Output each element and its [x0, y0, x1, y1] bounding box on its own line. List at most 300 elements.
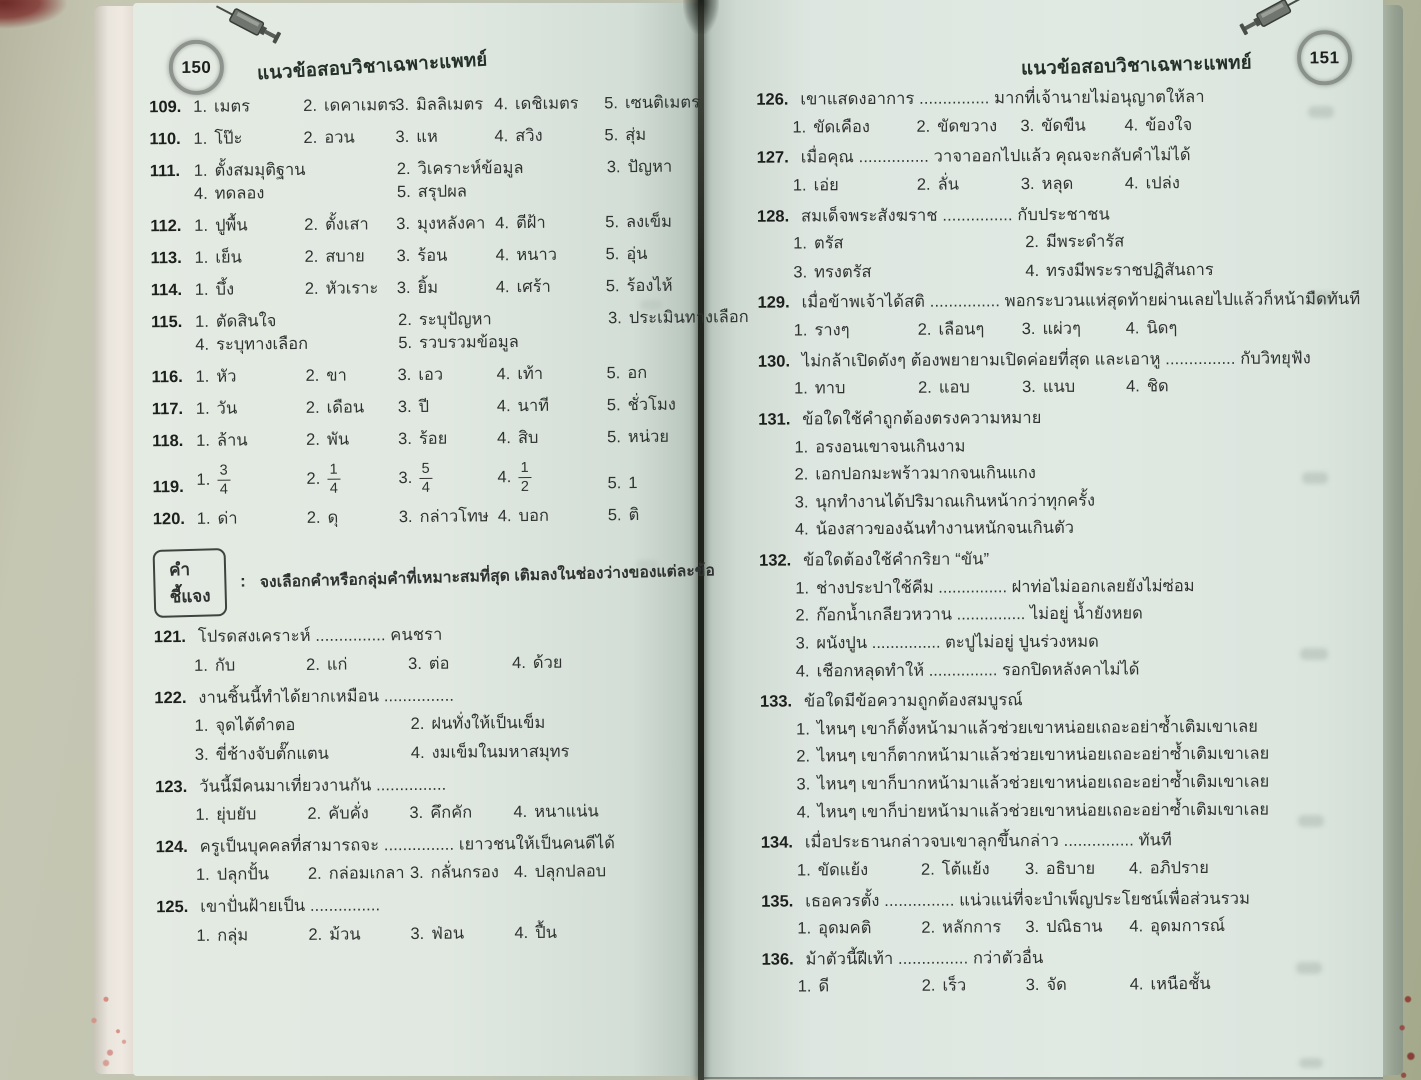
options	[194, 652, 690, 677]
option-number: 2.	[398, 310, 412, 329]
fraction	[419, 461, 432, 495]
question-block	[761, 946, 1367, 998]
option: 4. หนาแน่น	[513, 802, 599, 822]
option: 3. จัด	[1025, 976, 1067, 995]
question-number: 124.	[155, 837, 188, 857]
option: 3. ขัดขืน	[1020, 116, 1086, 135]
question-text: ม้าตัวนี้ฝีเท้า ............... กว่าตัวอื่น	[805, 948, 1044, 969]
fraction-numerator: 1	[520, 459, 529, 476]
right-page-edges	[1383, 5, 1403, 1075]
option-number: 4.	[513, 803, 528, 822]
option: 1. วัน	[195, 399, 238, 418]
question-number: 125.	[156, 898, 189, 917]
option-number: 2.	[305, 366, 320, 386]
option-number: 5.	[607, 505, 622, 524]
option-number: 1.	[196, 470, 211, 489]
question-text: ข้อใดมีข้อความถูกต้องสมบูรณ์	[803, 691, 1023, 711]
option: 2. ไหนๆ เขาก็ตากหน้ามาแล้วช่วยเขาหน่อยเถอะอย่าซ้ำเติมเขาเลย	[796, 744, 1270, 766]
question-number: 111.	[149, 161, 181, 180]
option-number: 4.	[1124, 116, 1139, 135]
option-number: 3.	[1025, 918, 1040, 937]
option: 2. ฝนทั่งให้เป็นเข็ม	[410, 714, 546, 734]
option	[497, 460, 607, 495]
option-number: 3.	[794, 493, 809, 512]
option-number: 2.	[308, 925, 323, 944]
question-block	[758, 406, 1365, 541]
option-number: 4.	[497, 428, 511, 448]
question-stem	[757, 289, 1363, 313]
option: 5. ติ	[607, 505, 640, 524]
option: 4. งมเข็มในมหาสมุทร	[410, 742, 570, 762]
question-number: 121.	[153, 628, 187, 647]
option-number: 3.	[1020, 116, 1035, 135]
option-number: 1.	[797, 919, 812, 938]
options	[796, 716, 1367, 823]
question-number: 123.	[155, 777, 188, 796]
question-number: 132.	[759, 551, 792, 570]
option-number: 2.	[795, 606, 810, 625]
option	[306, 462, 398, 497]
option: 4. นาที	[496, 396, 550, 416]
option: 3. แนบ	[1022, 378, 1076, 397]
option-number: 3.	[793, 263, 808, 282]
option-number: 2.	[796, 747, 811, 766]
option-number: 1.	[195, 866, 210, 885]
option-number: 1.	[195, 805, 210, 825]
right-page-content	[700, 4, 1383, 1076]
option: 3. คึกคัก	[409, 803, 473, 823]
instruction-colon: :	[239, 571, 247, 592]
question-row	[151, 307, 749, 332]
options	[793, 230, 1363, 283]
option-number: 4.	[495, 277, 510, 297]
question-number: 126.	[756, 90, 789, 109]
option-number: 1.	[796, 720, 810, 739]
option-number: 4.	[1124, 174, 1139, 193]
question-block	[155, 772, 691, 826]
option: 4. อุดมการณ์	[1129, 917, 1226, 936]
option-number: 5.	[605, 213, 620, 232]
left-page-content	[128, 6, 749, 1071]
question-block	[761, 829, 1367, 881]
option-number: 2.	[303, 96, 318, 115]
option-number: 5.	[604, 94, 619, 113]
option-number: 2.	[305, 398, 320, 417]
option	[398, 461, 497, 496]
option: 4. สวิง	[494, 126, 543, 146]
option: 3. แห	[395, 127, 438, 146]
question-stem	[760, 688, 1366, 712]
option: 4. ทรงมีพระราชปฏิสันถาร	[1025, 260, 1214, 280]
option: 2. ลั่น	[916, 175, 960, 194]
option-number: 1.	[196, 926, 211, 945]
options	[196, 921, 692, 946]
instruction-row	[153, 536, 716, 618]
question-block	[154, 623, 690, 677]
option-number: 4.	[795, 661, 810, 681]
question-list-121-125	[154, 623, 693, 947]
option: 1. ดี	[797, 977, 830, 996]
option-number: 2.	[304, 247, 319, 266]
option: 3. มุงหลังคา	[396, 214, 486, 234]
question-number: 122.	[154, 688, 187, 707]
question-row-continued	[151, 332, 687, 356]
option: 4. น้องสาวของฉันทำงานหนักจนเกินตัว	[794, 519, 1075, 539]
question-block	[757, 289, 1363, 341]
question-number: 114.	[150, 280, 183, 300]
option-number: 3.	[608, 308, 622, 327]
option-number: 4.	[410, 743, 425, 762]
syringe-icon	[1233, 0, 1312, 44]
option: 4. ด้วย	[512, 653, 563, 673]
option: 1. ล้าน	[196, 431, 248, 450]
question-text: เมื่อข้าพเจ้าได้สติ ............... พอกระบวนแห่สุดท้ายผ่านเลยไปแล้วก็หน้ามืดทันที	[801, 290, 1361, 312]
option: 1. ตรัส	[793, 234, 844, 253]
options	[794, 317, 1364, 341]
options	[196, 861, 692, 886]
question-row	[153, 505, 689, 529]
option: 2. หัวเราะ	[304, 279, 379, 298]
option-number: 1.	[794, 437, 809, 457]
option: 3. แผ่วๆ	[1021, 319, 1081, 339]
question-number: 136.	[761, 950, 794, 969]
options	[797, 915, 1367, 939]
question-row-continued	[150, 181, 686, 205]
option-number: 4.	[794, 520, 809, 539]
fraction-denominator: 4	[219, 481, 228, 498]
page-number-badge: 151	[1297, 30, 1352, 85]
option-number: 3.	[409, 864, 424, 883]
option-number: 4.	[1025, 261, 1040, 280]
option: 3. ไหนๆ เขาก็บากหน้ามาแล้วช่วยเขาหน่อยเถอะอย่าซ้ำเติมเขาเลย	[796, 772, 1270, 794]
option: 2. โต้แย้ง	[920, 860, 990, 879]
option-number: 4.	[1125, 319, 1140, 338]
option-number: 3.	[194, 745, 209, 764]
question-stem	[759, 547, 1365, 571]
option-number: 3.	[397, 397, 412, 417]
option-number: 3.	[398, 468, 413, 488]
option: 3. ประเมินทางเลือก	[608, 307, 749, 327]
option-number: 4.	[496, 397, 511, 416]
option-number: 4.	[497, 506, 512, 525]
question-text: ข้อใดใช้คำถูกต้องตรงความหมาย	[802, 408, 1042, 429]
option: 3. ปัญหา	[606, 157, 673, 176]
option: 5. ลงเข็ม	[605, 212, 673, 232]
option: 4. เปล่ง	[1124, 174, 1180, 193]
option: 4. เหนือชั้น	[1129, 975, 1211, 994]
option-number: 4.	[494, 126, 509, 146]
option: 4. เชือกหลุดทำให้ ............... รอกปิดหลังคาไม่ได้	[795, 659, 1140, 681]
option: 4. ทดลอง	[193, 184, 265, 204]
option: 3. ทรงตรัส	[793, 262, 872, 282]
option-number: 2.	[916, 117, 931, 136]
option-number: 3.	[396, 215, 411, 234]
option-number: 3.	[795, 634, 810, 653]
question-number: 131.	[758, 410, 791, 429]
option: 5. อุ่น	[605, 244, 648, 264]
option: 4. บอก	[497, 506, 550, 525]
question-number: 133.	[759, 692, 793, 711]
option-number: 4.	[1129, 917, 1144, 936]
option-number: 1.	[792, 118, 807, 137]
option-number: 3.	[1022, 378, 1036, 397]
option-number: 4.	[495, 214, 510, 233]
option-number: 4.	[1128, 859, 1143, 878]
option: 1. ด่า	[196, 509, 238, 528]
option-number: 1.	[196, 509, 211, 528]
option: 2. วิเคราะห์ข้อมูล	[396, 158, 524, 178]
option-number: 2.	[307, 804, 322, 824]
option-number: 1.	[793, 234, 808, 253]
question-block	[156, 832, 692, 886]
option-number: 5.	[604, 125, 619, 145]
option	[196, 462, 306, 497]
option: 3. ร้อน	[396, 246, 448, 266]
question-number: 109.	[149, 98, 182, 117]
question-list-109-120	[149, 93, 749, 530]
option-number: 3.	[1024, 859, 1039, 878]
option-number: 2.	[306, 469, 321, 488]
option-number: 4.	[495, 246, 510, 265]
option-number: 3.	[410, 924, 425, 943]
option: 4. อภิปราย	[1128, 858, 1209, 878]
option: 1. ทาบ	[794, 379, 846, 398]
question-text: ไม่กล้าเปิดดังๆ ต้องพยายามเปิดค่อยที่สุด และเอาหู ............... กับวิทยุฟัง	[801, 348, 1311, 371]
option-number: 3.	[396, 246, 411, 266]
option-number: 2.	[307, 865, 322, 884]
option: 1. ยุ่บยับ	[195, 805, 257, 825]
question-text: โปรดสงเคราะห์ ............... คนชรา	[197, 626, 443, 647]
options	[195, 712, 691, 766]
option-number: 1.	[797, 977, 812, 996]
question-text: เขาแสดงอาการ ............... มากที่เจ้านายไม่อนุญาตให้ลา	[800, 87, 1205, 109]
option-number: 2.	[304, 279, 319, 298]
option-number: 3.	[398, 429, 412, 448]
option: 5. หน่วย	[607, 427, 670, 447]
option-number: 2.	[921, 977, 936, 996]
option-number: 3.	[398, 507, 413, 526]
option-number: 3.	[796, 775, 811, 794]
option: 2. ขัดขวาง	[916, 116, 998, 136]
option: 1. ปูพื้น	[194, 216, 248, 236]
option-number: 2.	[306, 655, 320, 674]
option: 1. โป๊ะ	[193, 129, 243, 148]
question-text: ครูเป็นบุคคลที่สามารถจะ ............... เยาวชนให้เป็นคนดีได้	[199, 834, 616, 856]
question-block	[761, 888, 1367, 940]
question-row	[150, 213, 686, 237]
option-number: 5.	[398, 334, 413, 353]
option-number: 1.	[193, 129, 208, 148]
option-number: 4.	[513, 863, 528, 882]
option: 2. เร็ว	[921, 976, 967, 996]
option-number: 3.	[1020, 174, 1035, 193]
page-title: แนวข้อสอบวิชาเฉพาะแพทย์	[256, 48, 489, 84]
option: 1. กับ	[194, 656, 236, 675]
page-edge-speckles-right	[1392, 985, 1421, 1080]
option-number: 2.	[794, 465, 809, 484]
option-number: 3.	[396, 278, 411, 297]
option: 3. มิลลิเมตร	[395, 95, 484, 115]
option-number: 5.	[607, 474, 622, 493]
question-row	[149, 125, 685, 149]
question-stem	[155, 772, 691, 797]
question-stem	[761, 946, 1367, 970]
option: 1. ตัดสินใจ	[195, 311, 277, 331]
option-number: 2.	[303, 128, 318, 147]
question-stem	[757, 144, 1363, 168]
question-block	[757, 203, 1363, 284]
option: 2. ระบุปัญหา	[398, 309, 492, 329]
option: 3. เอว	[397, 365, 444, 385]
option-number: 1.	[195, 399, 210, 418]
option-number: 4.	[512, 654, 526, 673]
option: 1. ปลุกปั้น	[195, 865, 270, 885]
options	[794, 434, 1365, 541]
question-number: 130.	[757, 352, 791, 371]
option-number: 3.	[395, 127, 410, 146]
option: 3. ร้อย	[398, 429, 448, 448]
question-number: 112.	[150, 217, 182, 236]
option-number: 1.	[792, 176, 807, 195]
question-number: 117.	[151, 399, 184, 419]
option-number: 1.	[195, 367, 210, 387]
option: 2. ขา	[305, 366, 347, 386]
question-row	[150, 245, 686, 269]
option: 2. เอกปอกมะพร้าวมากจนเกินแกง	[794, 464, 1037, 484]
question-block	[759, 547, 1366, 682]
option: 5. สุ่ม	[604, 125, 647, 145]
question-text: ข้อใดต้องใช้คำกริยา “ขัน”	[803, 550, 990, 570]
left-page-edges	[94, 6, 134, 1074]
option: 2. แก่	[306, 655, 348, 674]
options	[797, 857, 1367, 881]
question-stem	[756, 86, 1362, 110]
option: 4. ตีฝ้า	[495, 214, 546, 233]
option-number: 3.	[1021, 320, 1036, 339]
option-number: 4.	[195, 336, 210, 355]
option-number: 4.	[193, 185, 208, 204]
fraction-numerator: 5	[421, 460, 430, 477]
question-number: 113.	[150, 248, 182, 268]
option: 5. 1	[607, 473, 638, 493]
option: 3. อธิบาย	[1024, 859, 1096, 878]
question-stem	[758, 348, 1364, 372]
option: 3. ผนังปูน ............... ตะปูไม่อยู่ ปูนร่วงหมด	[795, 632, 1099, 653]
fraction	[327, 462, 340, 496]
option: 4. เศร้า	[495, 277, 551, 297]
option-number: 5.	[606, 396, 621, 415]
question-number: 119.	[152, 477, 184, 497]
option-number: 2.	[916, 175, 931, 194]
option: 5. อก	[606, 364, 648, 383]
options	[195, 801, 691, 826]
option: 2. ม้วน	[308, 925, 361, 944]
question-number: 118.	[152, 431, 184, 451]
option: 1. อุดมคติ	[797, 919, 872, 938]
option-number: 2.	[396, 159, 411, 178]
option: 5. รวบรวมข้อมูล	[398, 333, 519, 353]
option-number: 4.	[514, 923, 529, 942]
option: 3. ฟ่อน	[410, 924, 465, 943]
question-number: 127.	[756, 148, 789, 167]
option: 3. กลั่นกรอง	[409, 863, 499, 883]
option-number: 1.	[193, 161, 208, 180]
option: 1. ตั้งสมมุติฐาน	[193, 160, 306, 180]
question-stem	[154, 623, 690, 648]
option: 2. กล่อมเกลา	[307, 864, 405, 884]
option-number: 5.	[607, 427, 621, 447]
option: 2. ก๊อกน้ำเกลียวหวาน ............... ไม่อยู่ น้ำยังหยด	[795, 604, 1143, 625]
options	[794, 375, 1364, 399]
option: 1. ไหนๆ เขาก็ตั้งหน้ามาแล้วช่วยเขาหน่อยเถอะอย่าซ้ำเติมเขาเลย	[796, 717, 1258, 739]
question-text: เมื่อคุณ ............... วาจาออกไปแล้ว คุณจะกลับคำไม่ได้	[800, 146, 1191, 167]
option: 4. ชิด	[1126, 377, 1169, 396]
option-number: 1.	[196, 431, 210, 450]
option: 5. สรุปผล	[396, 182, 468, 202]
option-number: 1.	[796, 861, 811, 880]
question-text: เขาปั่นฝ้ายเป็น ...............	[200, 896, 381, 916]
option-number: 3.	[409, 804, 424, 823]
question-text: เธอควรตั้ง ............... แน่วแน่ที่จะบำเพ็ญประโยชน์เพื่อส่วนรวม	[805, 889, 1251, 910]
option-number: 1.	[795, 579, 810, 598]
option: 1. หัว	[195, 367, 237, 387]
question-number: 115.	[151, 312, 183, 331]
question-block	[757, 144, 1363, 196]
option-number: 4.	[496, 365, 511, 384]
left-page-header	[148, 12, 685, 99]
question-text: วันนี้มีคนมาเที่ยวงานกัน ...............	[199, 775, 447, 796]
option: 2. แอบ	[918, 378, 970, 397]
question-text: สมเด็จพระสังฆราช ............... กับประชาชน	[800, 205, 1110, 225]
option: 2. ดุ	[306, 508, 339, 527]
option: 5. ร้องไห้	[605, 276, 673, 296]
option: 2. สบาย	[304, 247, 365, 266]
option-number: 3.	[395, 96, 410, 115]
question-block	[756, 86, 1362, 138]
option: 3. ขี่ช้างจับตั๊กแตน	[194, 744, 330, 764]
question-row	[152, 364, 688, 388]
option-number: 1.	[193, 97, 208, 116]
option-number: 5.	[396, 183, 411, 202]
instruction-label: คำชี้แจง	[153, 548, 228, 618]
option: 1. ช่างประปาใช้คีม ............... ฝาท่อไม่ออกเลยยังไม่ซ่อม	[795, 576, 1195, 598]
option-number: 5.	[605, 245, 620, 264]
question-stem	[758, 406, 1364, 430]
option: 2. หลักการ	[921, 918, 1002, 937]
option-number: 5.	[605, 276, 620, 296]
option: 4. ปลุกปลอบ	[513, 862, 607, 882]
option: 4. สิบ	[497, 428, 539, 448]
page-number-badge: 150	[169, 40, 224, 95]
option: 1. เอ่ย	[792, 176, 839, 195]
option-number: 2.	[306, 508, 321, 527]
option-number: 4.	[497, 468, 512, 487]
question-stem	[761, 829, 1367, 853]
option-number: 1.	[793, 321, 808, 340]
option: 3. ยิ้ม	[396, 278, 439, 297]
option-number: 1.	[194, 717, 209, 736]
option-number: 4.	[494, 95, 509, 114]
option-number: 2.	[1025, 233, 1040, 252]
option-number: 1.	[194, 656, 208, 675]
option-number: 3.	[408, 654, 422, 674]
option: 4. ไหนๆ เขาก็บ่ายหน้ามาแล้วช่วยเขาหน่อยเถอะอย่าซ้ำเติมเขาเลย	[796, 800, 1270, 822]
option: 5. ชั่วโมง	[606, 395, 676, 415]
option: 2. เลือนๆ	[917, 320, 985, 339]
options	[798, 973, 1368, 997]
question-block	[758, 348, 1364, 400]
option: 1. บึ้ง	[194, 280, 235, 299]
